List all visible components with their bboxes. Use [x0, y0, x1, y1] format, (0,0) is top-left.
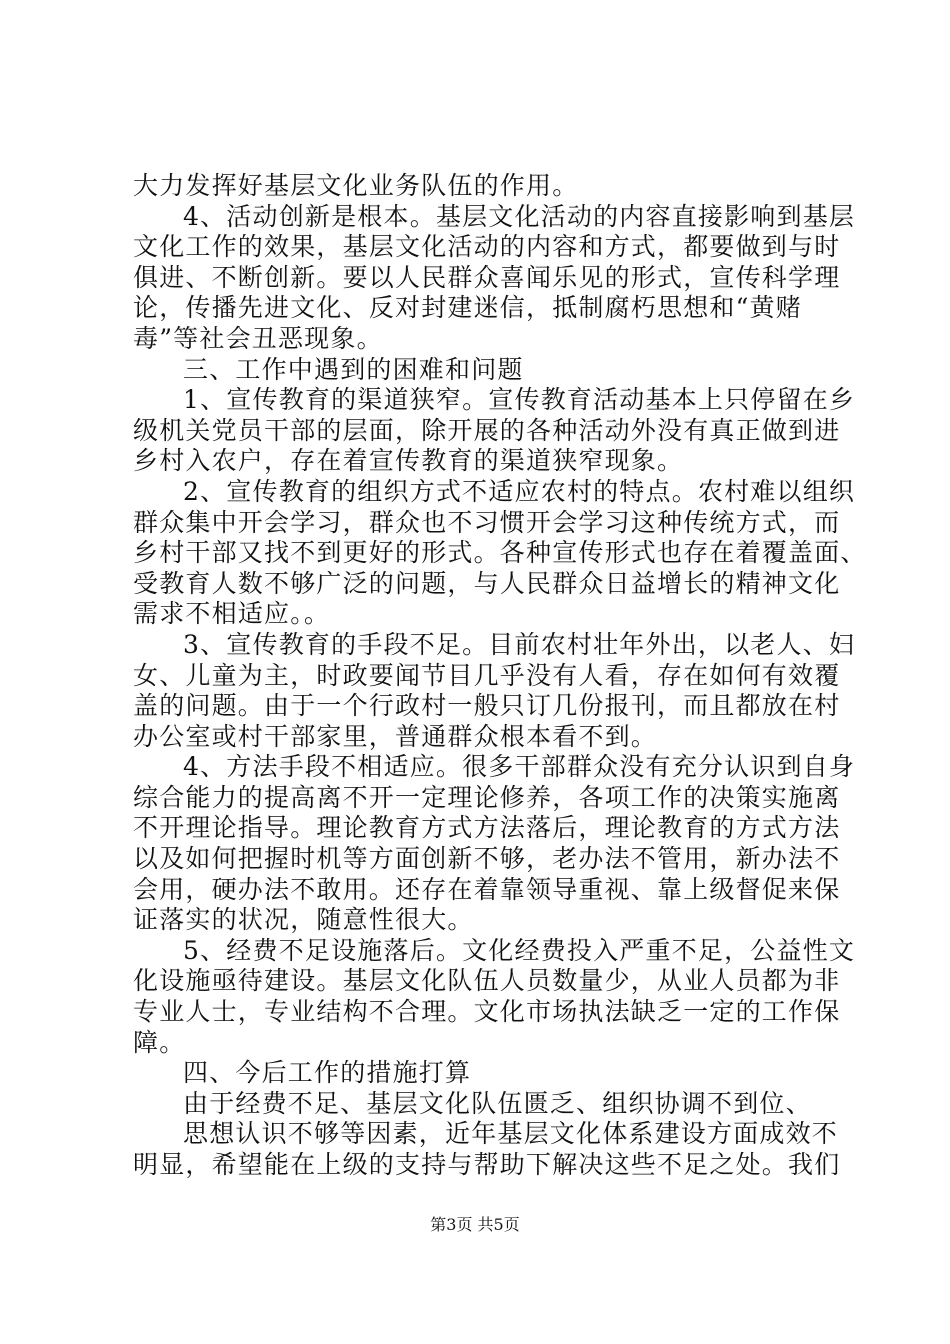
- text-line: 会用，硬办法不敢用。还存在着靠领导重视、靠上级督促来保: [133, 874, 841, 904]
- text-line: 盖的问题。由于一个行政村一般只订几份报刊，而且都放在村: [133, 691, 841, 721]
- text-line: 3、宣传教育的手段不足。目前农村壮年外出，以老人、妇: [183, 629, 856, 659]
- text-line: 乡村入农户，存在着宣传教育的渠道狭窄现象。: [133, 446, 684, 476]
- text-line: 办公室或村干部家里，普通群众根本看不到。: [133, 721, 658, 751]
- text-line: 证落实的状况，随意性很大。: [133, 905, 474, 935]
- text-line: 三、工作中遇到的困难和问题: [183, 354, 524, 384]
- text-line: 文化工作的效果，基层文化活动的内容和方式，都要做到与时: [133, 232, 841, 262]
- text-line: 群众集中开会学习，群众也不习惯开会学习这种传统方式，而: [133, 507, 841, 537]
- text-line: 需求不相适应。。: [133, 599, 331, 629]
- page-footer: 第3页 共5页: [430, 1215, 520, 1234]
- text-line: 专业人士，专业结构不合理。文化市场执法缺乏一定的工作保: [133, 997, 841, 1027]
- text-line: 由于经费不足、基层文化队伍匮乏、组织协调不到位、: [183, 1088, 812, 1118]
- text-line: 不开理论指导。理论教育方式方法落后，理论教育的方式方法: [133, 813, 841, 843]
- text-line: 四、今后工作的措施打算: [183, 1058, 472, 1088]
- text-line: 级机关党员干部的层面，除开展的各种活动外没有真正做到进: [133, 415, 841, 445]
- text-line: 4、方法手段不相适应。很多干部群众没有充分认识到自身: [183, 752, 856, 782]
- document-body: [133, 171, 867, 1181]
- text-line: 乡村干部又找不到更好的形式。各种宣传形式也存在着覆盖面、: [133, 538, 867, 568]
- text-line: 毒”等社会丑恶现象。: [133, 323, 383, 353]
- text-line: 论，传播先进文化、反对封建迷信，抵制腐朽思想和“黄赌: [133, 293, 802, 323]
- text-line: 以及如何把握时机等方面创新不够，老办法不管用，新办法不: [133, 844, 841, 874]
- text-line: 综合能力的提高离不开一定理论修养，各项工作的决策实施离: [133, 782, 841, 812]
- text-line: 女、儿童为主，时政要闻节目几乎没有人看，存在如何有效覆: [133, 660, 841, 690]
- text-line: 障。: [133, 1027, 186, 1057]
- text-line: 5、经费不足设施落后。文化经费投入严重不足，公益性文: [183, 935, 856, 965]
- text-line: 大力发挥好基层文化业务队伍的作用。: [133, 171, 579, 200]
- text-line: 1、宣传教育的渠道狭窄。宣传教育活动基本上只停留在乡: [183, 385, 856, 415]
- text-line: 明显，希望能在上级的支持与帮助下解决这些不足之处。我们: [133, 1150, 841, 1179]
- text-line: 思想认识不够等因素，近年基层文化体系建设方面成效不: [183, 1119, 839, 1149]
- text-line: 受教育人数不够广泛的问题，与人民群众日益增长的精神文化: [133, 568, 841, 598]
- text-line: 2、宣传教育的组织方式不适应农村的特点。农村难以组织: [183, 476, 856, 506]
- text-line: 4、活动创新是根本。基层文化活动的内容直接影响到基层: [183, 201, 856, 231]
- text-line: 俱进、不断创新。要以人民群众喜闻乐见的形式，宣传科学理: [133, 262, 841, 292]
- text-line: 化设施亟待建设。基层文化队伍人员数量少，从业人员都为非: [133, 966, 841, 996]
